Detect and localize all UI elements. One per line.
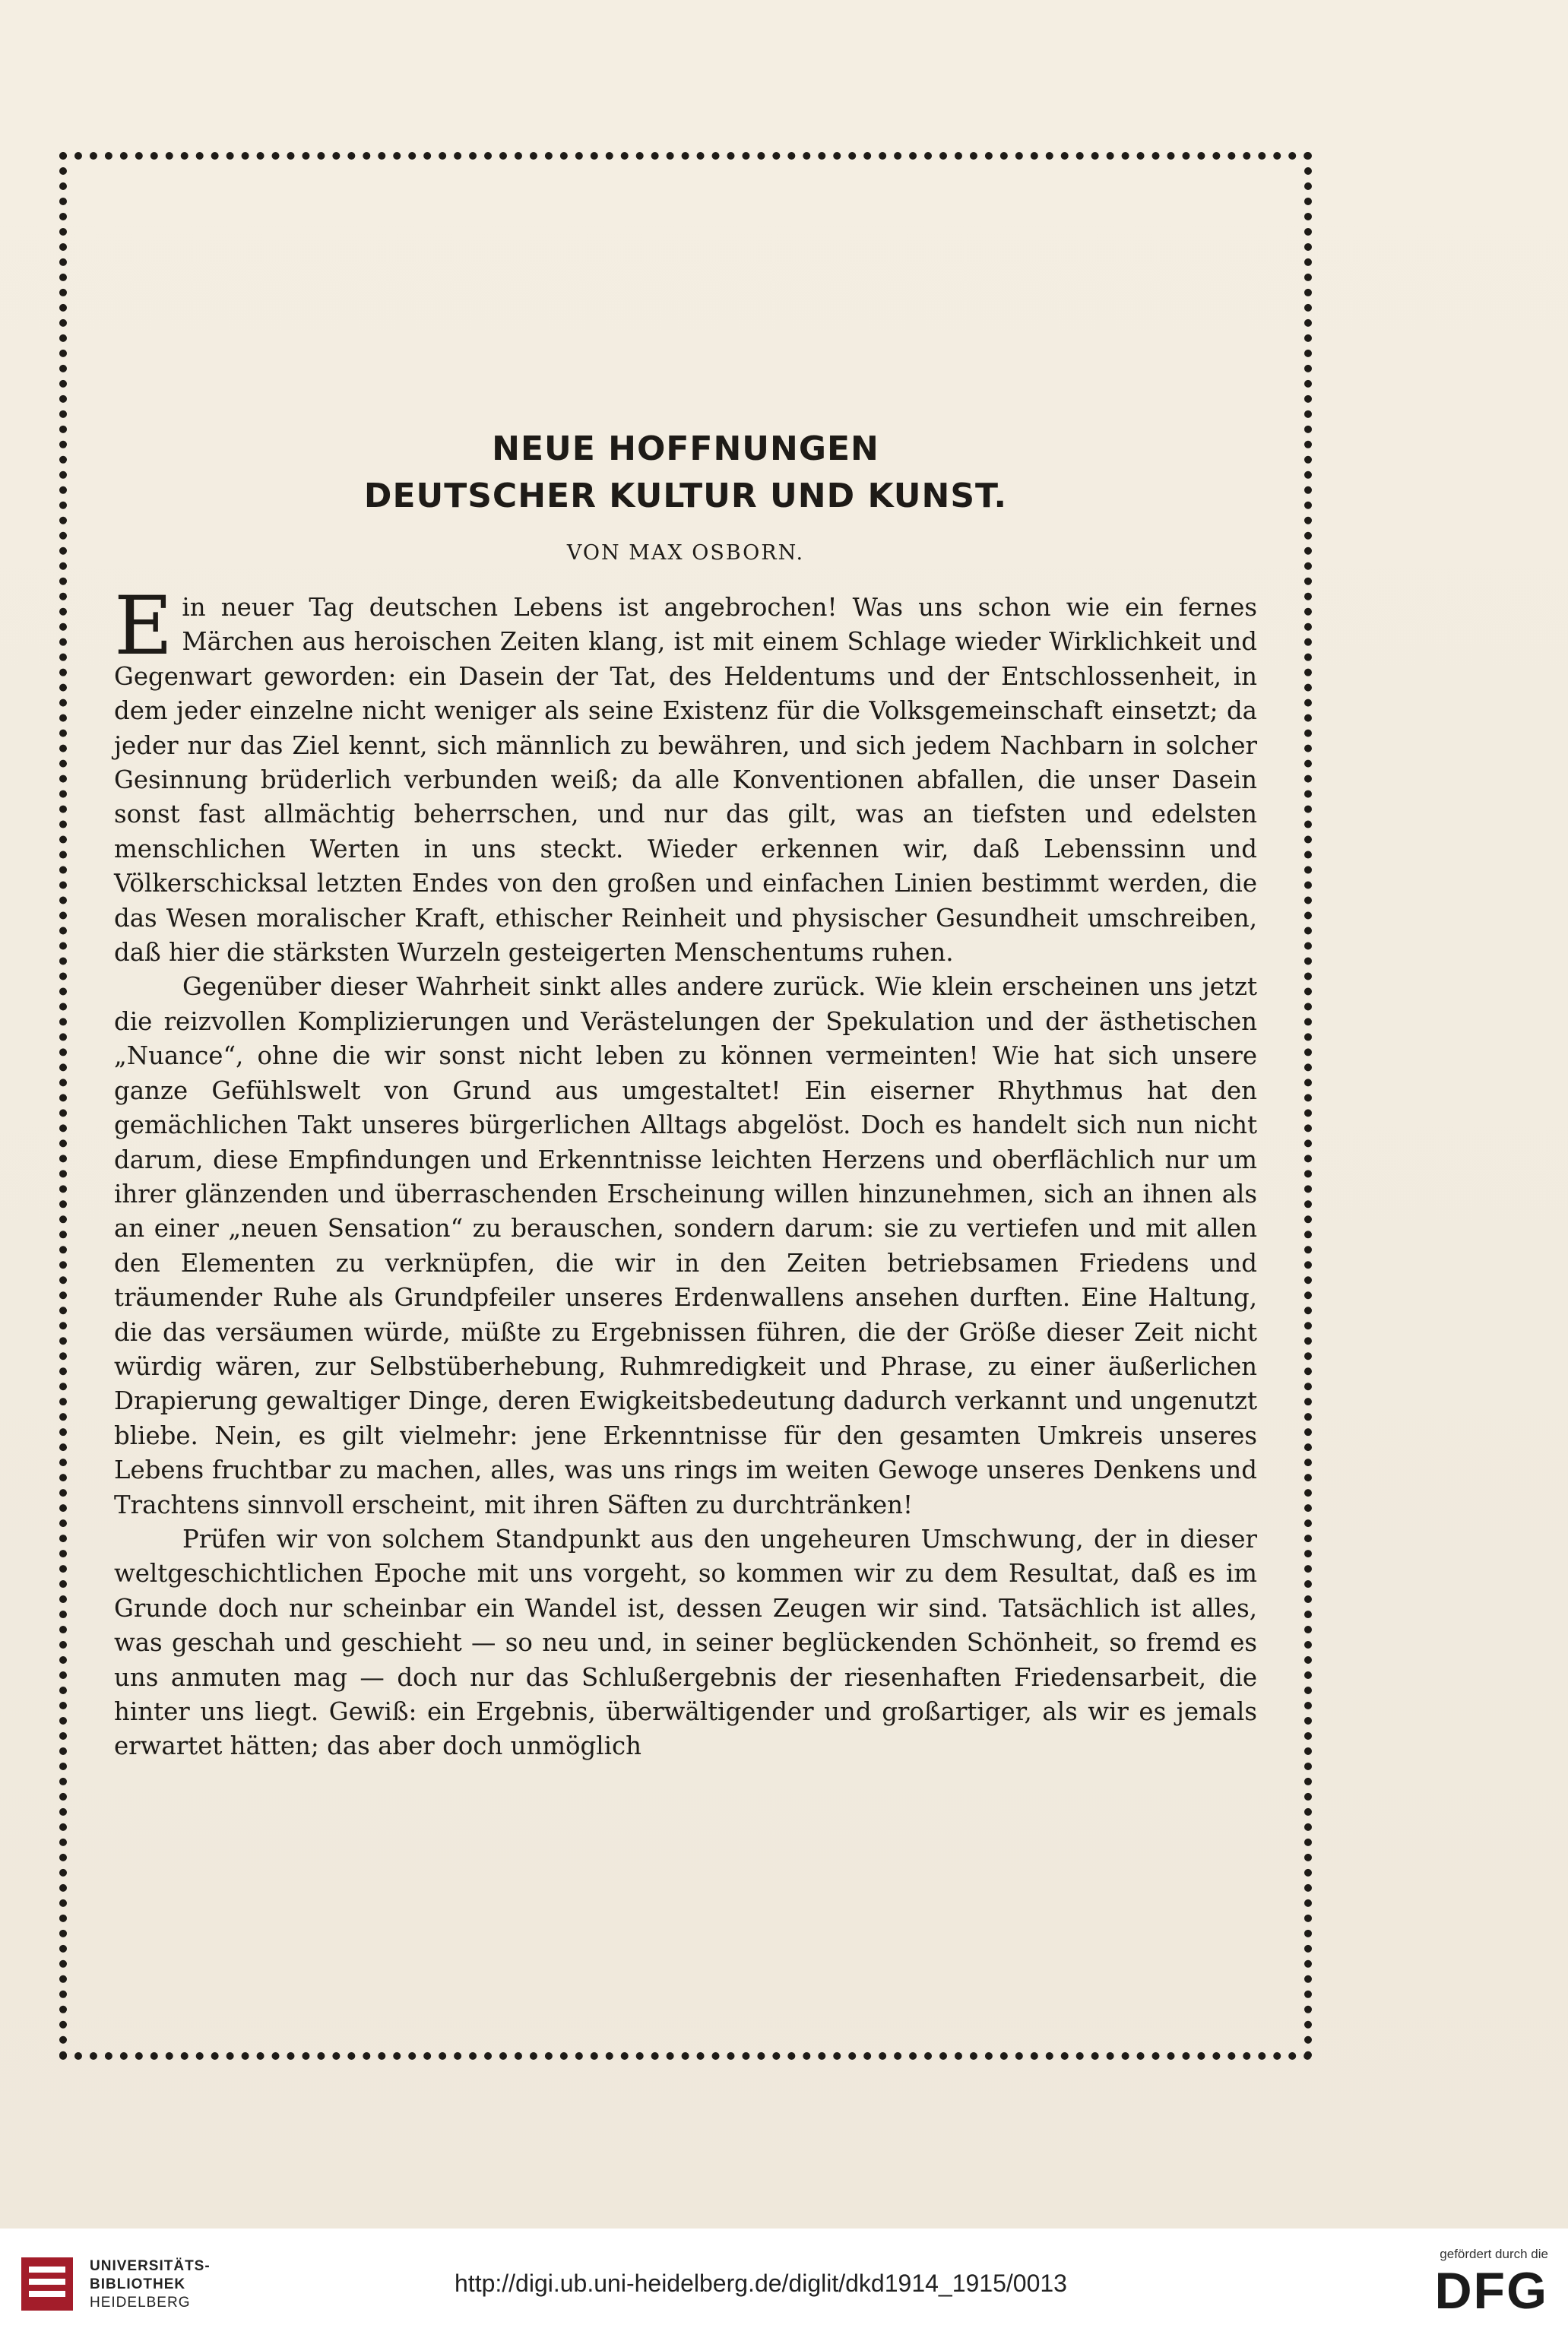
title-line-1: NEUE HOFFNUNGEN [492,429,879,468]
ornamental-border [59,152,1312,2060]
university-library-logo[interactable] [18,2251,76,2317]
library-emblem-icon [18,2251,76,2317]
dfg-logo[interactable]: DFG [1434,2262,1548,2320]
sponsor-block [1434,2247,1548,2320]
drop-cap: E [114,579,173,673]
library-name [90,2257,211,2312]
permalink-url[interactable]: http://digi.ub.uni-heidelberg.de/diglit/dkd1914_1915/0013 [455,2270,1067,2297]
article [114,426,1257,2022]
paragraph-2: Gegenüber dieser Wahrheit sinkt alles andere zurück. Wie klein erscheinen uns jetzt die reizvollen Komplizierungen und Verästelungen der Spekulation und der ästhetischen „Nuance“, ohne die wir sonst nicht leben zu können vermeinten! Wie hat sich unsere ganze Gefühlswelt von Grund aus umgestaltet! Ein eiserner Rhythmus hat den gemächlichen Takt unseres bürgerlichen Alltags abgelöst. Doch es handelt sich nun nicht darum, diese Empfindungen und Erkenntnisse leichten Herzens und oberflächlich nur um ihrer glänzenden und überraschenden Erscheinung willen hinzunehmen, sich an ihnen als an einer „neuen Sensation“ zu berauschen, sondern darum: sie zu vertiefen und mit allen den Elementen zu verknüpfen, die wir in den Zeiten betriebsamen Friedens und träumender Ruhe als Grundpfeiler unseres Erdenwallens ansehen durften. Eine Haltung, die das versäumen würde, müßte zu Ergebnissen führen, die der Größe dieser Zeit nicht würdig wären, zur Selbstüberhebung, Ruhmredigkeit und Phrase, zu einer äußerlichen Drapierung gewaltiger Dinge, deren Ewigkeitsbedeutung dadurch verkannt und ungenutzt bliebe. Nein, es gilt vielmehr: jene Erkenntnisse für den gesamten Umkreis unseres Lebens fruchtbar zu machen, alles, was uns rings im weiten Gewoge unseres Denkens und Trachtens sinnvoll erscheint, mit ihren Säften zu durchtränken! [114,972,1257,1519]
library-name-line-2: BIBLIOTHEK [90,2276,186,2292]
title-line-2: DEUTSCHER KULTUR UND KUNST. [363,477,1008,515]
library-name-line-3: HEIDELBERG [90,2295,191,2311]
paragraph-3: Prüfen wir von solchem Standpunkt aus den ungeheuren Umschwung, der in dieser weltgeschichtlichen Epoche mit uns vorgeht, so kommen wir zu dem Resultat, daß es im Grunde doch nur scheinbar ein Wandel ist, dessen Zeugen wir sind. Tatsächlich ist alles, was geschah und geschieht — so neu und, in seiner beglückenden Schönheit, so fremd es uns anmuten mag — doch nur das Schlußergebnis der riesenhaften Friedensarbeit, die hinter uns liegt. Gewiß: ein Ergebnis, überwältigender und großartiger, als wir es jemals erwartet hätten; das aber doch unmöglich [114,1524,1257,1761]
article-body [114,579,1257,1764]
paragraph-1 [114,579,1257,970]
library-name-line-1: UNIVERSITÄTS- [90,2258,211,2274]
digitization-footer [0,2229,1568,2341]
sponsor-label: gefördert durch die [1440,2247,1548,2261]
article-title [114,426,1257,520]
byline: VON MAX OSBORN. [566,541,805,565]
paragraph-1-text: in neuer Tag deutschen Lebens ist angebrochen! Was uns schon wie ein fernes Märchen aus heroischen Zeiten klang, ist mit einem Schlage wieder Wirklichkeit und Gegenwart geworden: ein Dasein der Tat, des Heldentums und der Entschlossenheit, in dem jeder einzelne nicht weniger als seine Existenz für die Volksgemeinschaft einsetzt; da jeder nur das Ziel kennt, sich männlich zu bewähren, und sich jedem Nachbarn in solcher Gesinnung brüderlich verbunden weiß; da alle Konventionen abfallen, die unser Dasein sonst fast allmächtig beherrschen, und nur das gilt, was an tiefsten und edelsten menschlichen Werten in uns steckt. Wieder erkennen wir, daß Lebenssinn und Völkerschicksal letzten Endes von den großen und einfachen Linien bestimmt werden, die das Wesen moralischer Kraft, ethischer Reinheit und physischer Gesundheit umschreiben, daß hier die stärksten Wurzeln gesteigerten Menschentums ruhen. [114,593,1257,968]
